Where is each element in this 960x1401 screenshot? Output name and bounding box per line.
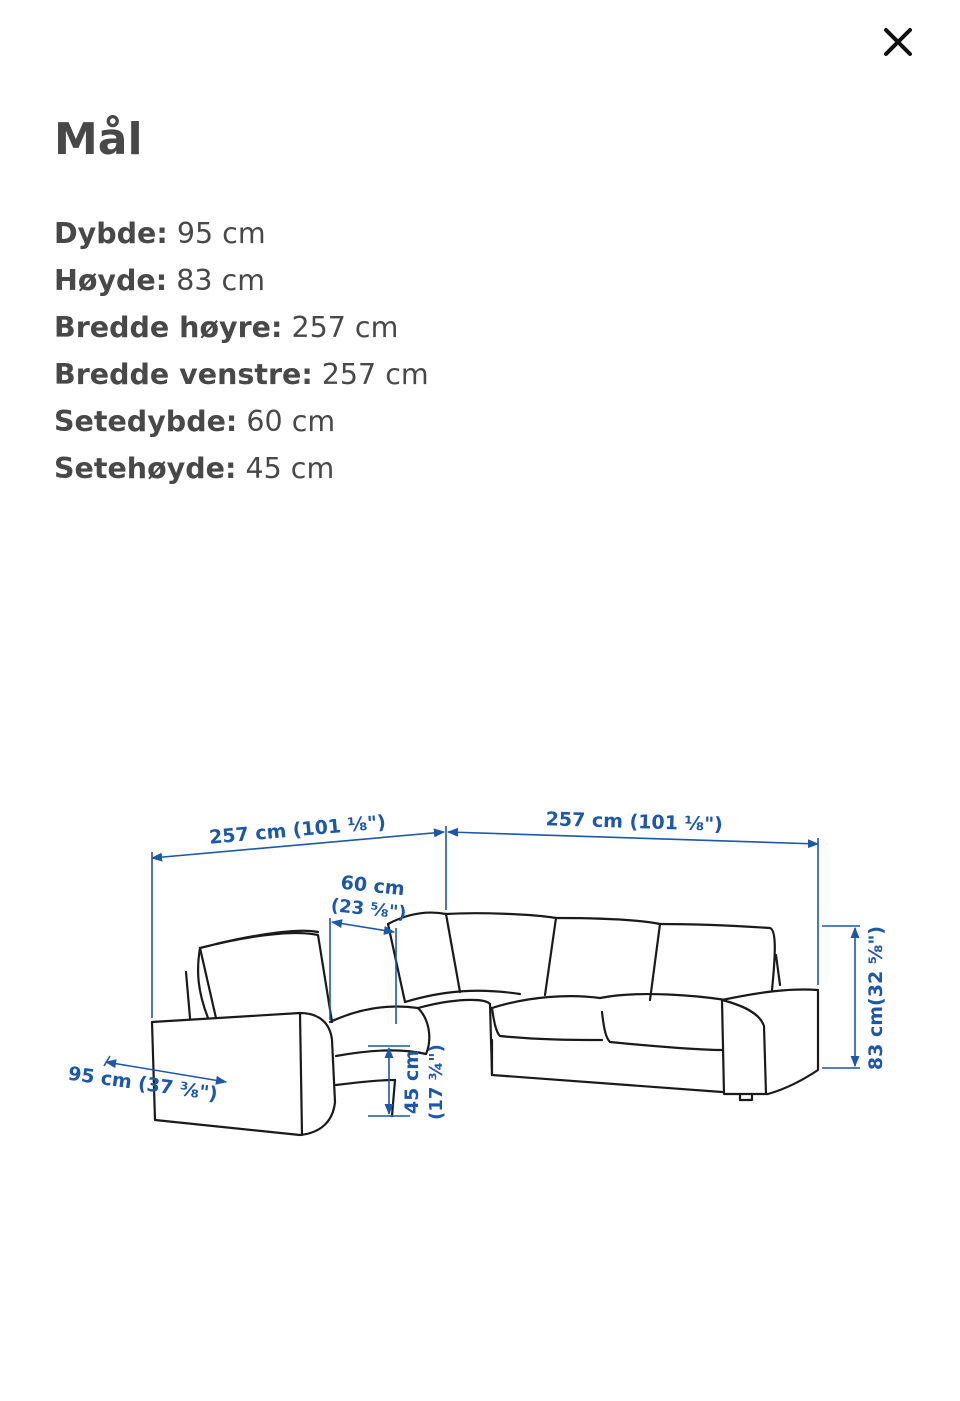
width-left-label: 257 cm (101 ⅛") (208, 811, 387, 849)
corner-sofa-illustration (152, 913, 818, 1135)
width-right-label: 257 cm (101 ⅛") (545, 808, 724, 836)
depth-label: 95 cm (37 ⅜") (66, 1062, 219, 1106)
dimension-list (54, 210, 429, 492)
spec-value: 257 cm (291, 311, 399, 344)
page-title: Mål (54, 114, 143, 165)
spec-label: Bredde høyre: (54, 311, 283, 344)
seat-height-in-label: (17 ¾") (426, 1044, 447, 1120)
spec-height (54, 257, 429, 304)
close-button[interactable] (872, 16, 924, 68)
seat-depth-in-label: (23 ⅝") (329, 895, 408, 924)
spec-value: 257 cm (321, 358, 429, 391)
spec-value: 95 cm (176, 217, 266, 250)
spec-label: Setehøyde: (54, 452, 237, 485)
spec-label: Bredde venstre: (54, 358, 313, 391)
spec-width-left (54, 351, 429, 398)
spec-depth (54, 210, 429, 257)
spec-label: Setedybde: (54, 405, 238, 438)
spec-width-right (54, 304, 429, 351)
spec-value: 45 cm (245, 452, 335, 485)
spec-value: 60 cm (246, 405, 336, 438)
spec-label: Høyde: (54, 264, 168, 297)
close-icon (881, 25, 915, 59)
height-label: 83 cm(32 ⅝") (865, 925, 887, 1071)
sofa-dimension-diagram (0, 780, 960, 1200)
spec-seat-depth (54, 398, 429, 445)
dimension-lines (104, 826, 860, 1116)
seat-height-cm-label: 45 cm (401, 1049, 423, 1115)
spec-label: Dybde: (54, 217, 168, 250)
seat-depth-cm-label: 60 cm (339, 871, 406, 901)
spec-value: 83 cm (176, 264, 265, 297)
spec-seat-height (54, 445, 429, 492)
